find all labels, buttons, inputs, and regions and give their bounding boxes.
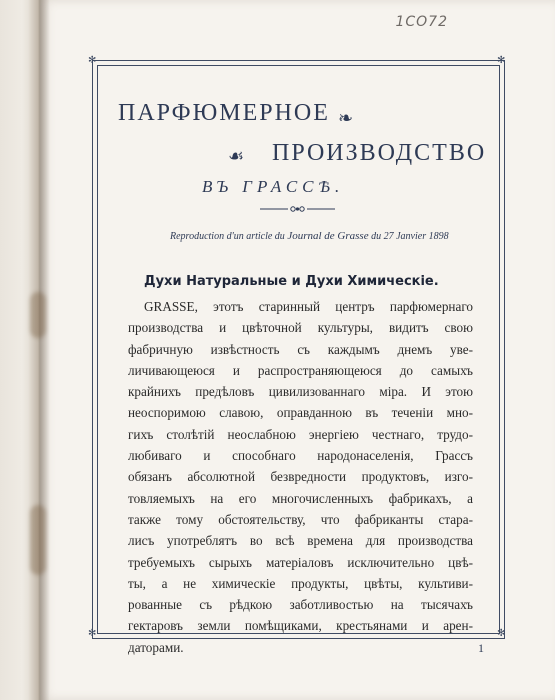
divider-ornament-icon xyxy=(260,204,335,214)
body-line: требуемыхъ сырыхъ матеріаловъ исключительно цвѣ- xyxy=(128,554,473,570)
title-line-2: ПРОИЗВОДСТВО xyxy=(272,140,487,166)
body-line: фабричную извѣстность съ каждымъ днемъ уве- xyxy=(128,341,473,357)
body-line: крайнихъ предѣловъ цивилизованнаго міра. И этою xyxy=(128,384,473,400)
body-line: обязанъ абсолютной безвредности продуктовъ, изго- xyxy=(128,469,473,485)
spine-stain xyxy=(30,505,46,575)
reproduction-note xyxy=(170,230,449,242)
corner-ornament-icon: ✻ xyxy=(88,628,97,639)
body-line: гихъ столѣтій неослабною энергіею честнаго, трудо- xyxy=(128,426,473,442)
book-spine xyxy=(28,0,50,700)
corner-ornament-icon: ✻ xyxy=(497,55,506,66)
body-line: товляемыхъ на его многочисленныхъ фабрикахъ, а xyxy=(128,490,473,506)
body-line: ты, а не химическіе продукты, цвѣты, культиви- xyxy=(128,575,473,591)
corner-ornament-icon: ✻ xyxy=(88,55,97,66)
repro-suffix: du 27 Janvier 1898 xyxy=(371,231,449,242)
subtitle: ВЪ ГРАССѢ. xyxy=(202,177,345,196)
body-line: неоспоримою славою, оправданною въ теченіи мно- xyxy=(128,405,473,421)
body-line: любиваго и способнаго народонаселенія, Грассъ xyxy=(128,448,473,464)
handwritten-note: 1CO72 xyxy=(395,14,448,30)
section-heading: Духи Натуральные и Духи Химическіе. xyxy=(144,274,439,289)
body-line: лисъ употреблятъ во всѣ времена для производства xyxy=(128,533,473,549)
body-line: даторами. xyxy=(128,639,184,655)
repro-prefix: Reproduction d'un article du xyxy=(170,231,285,242)
body-text xyxy=(128,296,473,658)
flourish-icon: ❧ xyxy=(338,108,354,128)
body-line: рованные съ рѣдкою заботливостью на тысячахъ xyxy=(128,597,473,613)
corner-ornament-icon: ✻ xyxy=(497,628,506,639)
body-line: также тому обстоятельству, что фабриканты стара- xyxy=(128,511,473,527)
repro-journal: Journal de Grasse xyxy=(287,230,369,242)
spine-stain xyxy=(30,292,46,338)
body-line: личивающеюся и распространяющеюся до самыхъ xyxy=(128,362,473,378)
page-number: 1 xyxy=(478,641,484,655)
body-line: гектаровъ земли помѣщиками, крестьянами и арен- xyxy=(128,618,473,634)
body-line: производства и цвѣточной культуры, видитъ свою xyxy=(128,320,473,336)
body-line: GRASSE, этотъ старинный центръ парфюмернаго xyxy=(144,299,473,314)
flourish-icon: ☙ xyxy=(228,146,245,166)
title-line-1: ПАРФЮМЕРНОЕ xyxy=(118,100,330,126)
